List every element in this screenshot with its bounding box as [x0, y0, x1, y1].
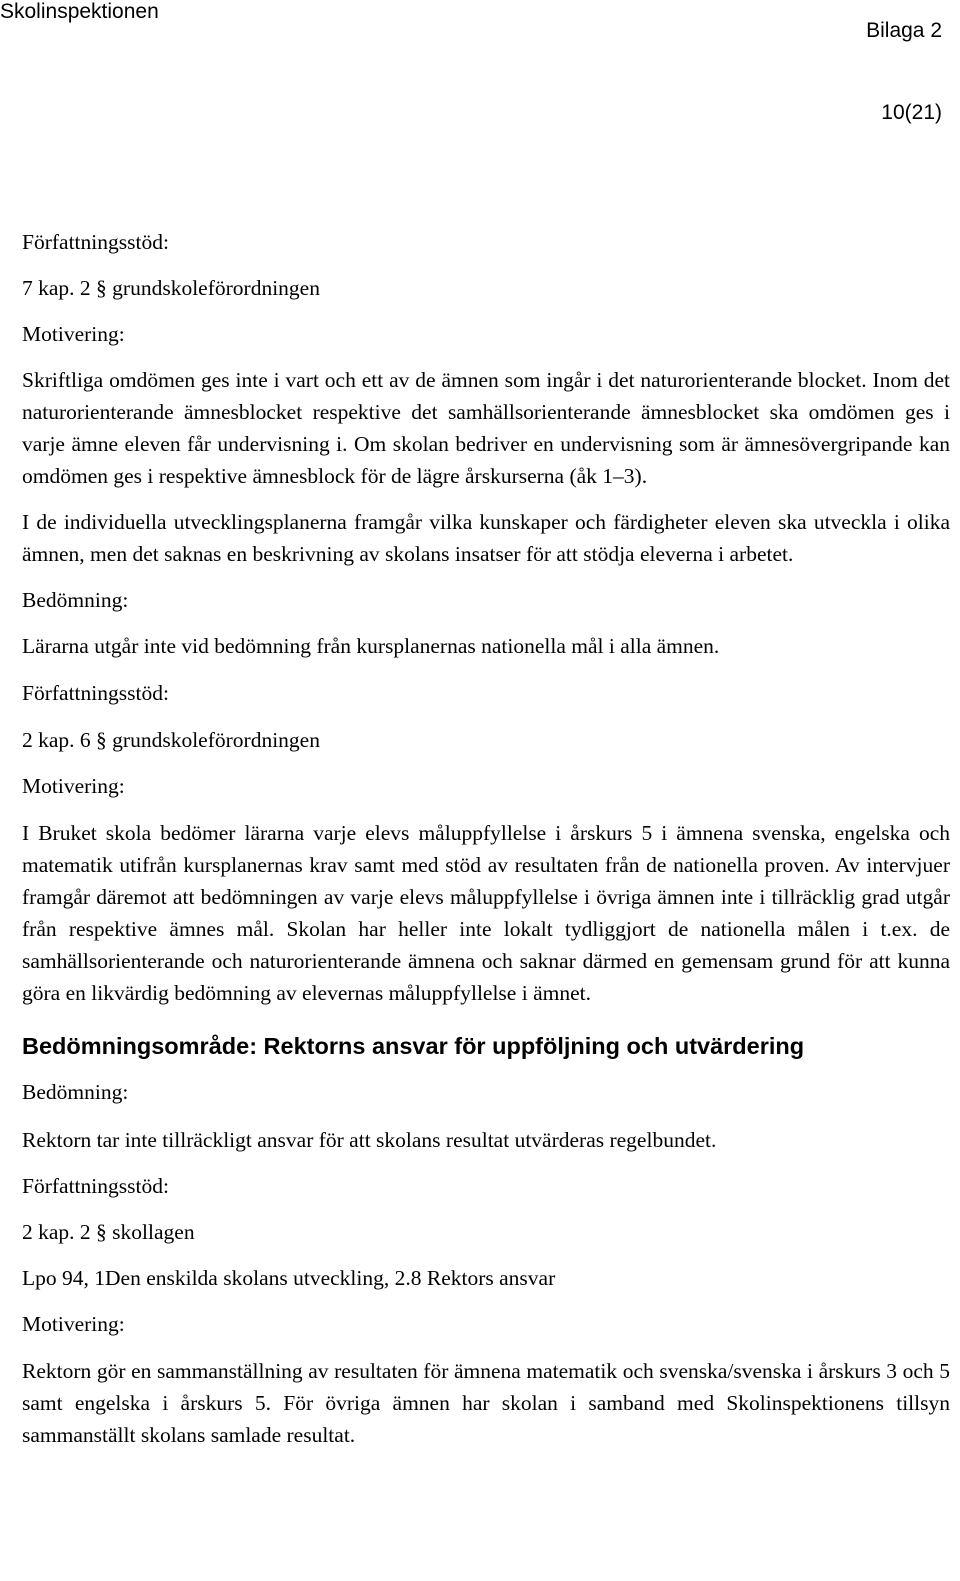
statute-reference: Lpo 94, 1Den enskilda skolans utveckling, 2.8 Rektors ansvar — [22, 1266, 556, 1290]
statute-support-label: Författningsstöd: — [22, 230, 169, 254]
motivation-label: Motivering: — [22, 1312, 125, 1336]
statute-support-label: Författningsstöd: — [22, 681, 169, 705]
statute-support-label: Författningsstöd: — [22, 1174, 169, 1198]
assessment-area-heading: Bedömningsområde: Rektorns ansvar för uppföljning och utvärdering — [22, 1033, 805, 1059]
motivation-label: Motivering: — [22, 774, 125, 798]
assessment-text: Lärarna utgår inte vid bedömning från kursplanernas nationella mål i alla ämnen. — [22, 634, 720, 658]
assessment-label: Bedömning: — [22, 1080, 129, 1104]
assessment-text: Rektorn tar inte tillräckligt ansvar för att skolans resultat utvärderas regelbundet. — [22, 1128, 717, 1152]
page-number: 10(21) — [881, 101, 942, 124]
statute-reference: 2 kap. 6 § grundskoleförordningen — [22, 728, 320, 752]
motivation-paragraph: Skriftliga omdömen ges inte i vart och ett av de ämnen som ingår i det naturorienterande blocket. Inom det naturorienterande ämnesblocket respektive det samhällsorienterande ämnesblocket ska omdömen ges i varje ämne eleven får undervisning i. Om skolan bedriver en undervisning som är ämnesövergripande kan omdömen ges i respektive ämnesblock för de lägre årskurserna (åk 1–3). — [22, 368, 950, 488]
assessment-label: Bedömning: — [22, 588, 129, 612]
motivation-paragraph: I de individuella utvecklingsplanerna framgår vilka kunskaper och färdigheter eleven ska utveckla i olika ämnen, men det saknas en beskrivning av skolans insatser för att stödja eleverna i arbetet. — [22, 510, 950, 566]
statute-reference: 7 kap. 2 § grundskoleförordningen — [22, 276, 320, 300]
organization-name: Skolinspektionen — [0, 0, 159, 23]
motivation-label: Motivering: — [22, 322, 125, 346]
motivation-paragraph: Rektorn gör en sammanställning av resultaten för ämnena matematik och svenska/svenska i årskurs 3 och 5 samt engelska i årskurs 5. För övriga ämnen har skolan i samband med Skolinspektionens tillsyn sammanställt skolans samlade resultat. — [22, 1359, 950, 1447]
statute-reference: 2 kap. 2 § skollagen — [22, 1220, 195, 1244]
document-body — [22, 226, 950, 1451]
motivation-paragraph: I Bruket skola bedömer lärarna varje elevs måluppfyllelse i årskurs 5 i ämnena svenska, engelska och matematik utifrån kursplanernas krav samt med stöd av resultaten från de nationella proven. Av intervjuer framgår däremot att bedömningen av varje elevs måluppfyllelse i övriga ämnen inte i tillräcklig grad utgår från respektive ämnes mål. Skolan har heller inte lokalt tydliggjort de nationella målen i t.ex. de samhällsorienterande och naturorienterande ämnena och saknar därmed en gemensam grund för att kunna göra en likvärdig bedömning av elevernas måluppfyllelse i ämnet. — [22, 821, 950, 1005]
attachment-label: Bilaga 2 — [866, 19, 942, 42]
